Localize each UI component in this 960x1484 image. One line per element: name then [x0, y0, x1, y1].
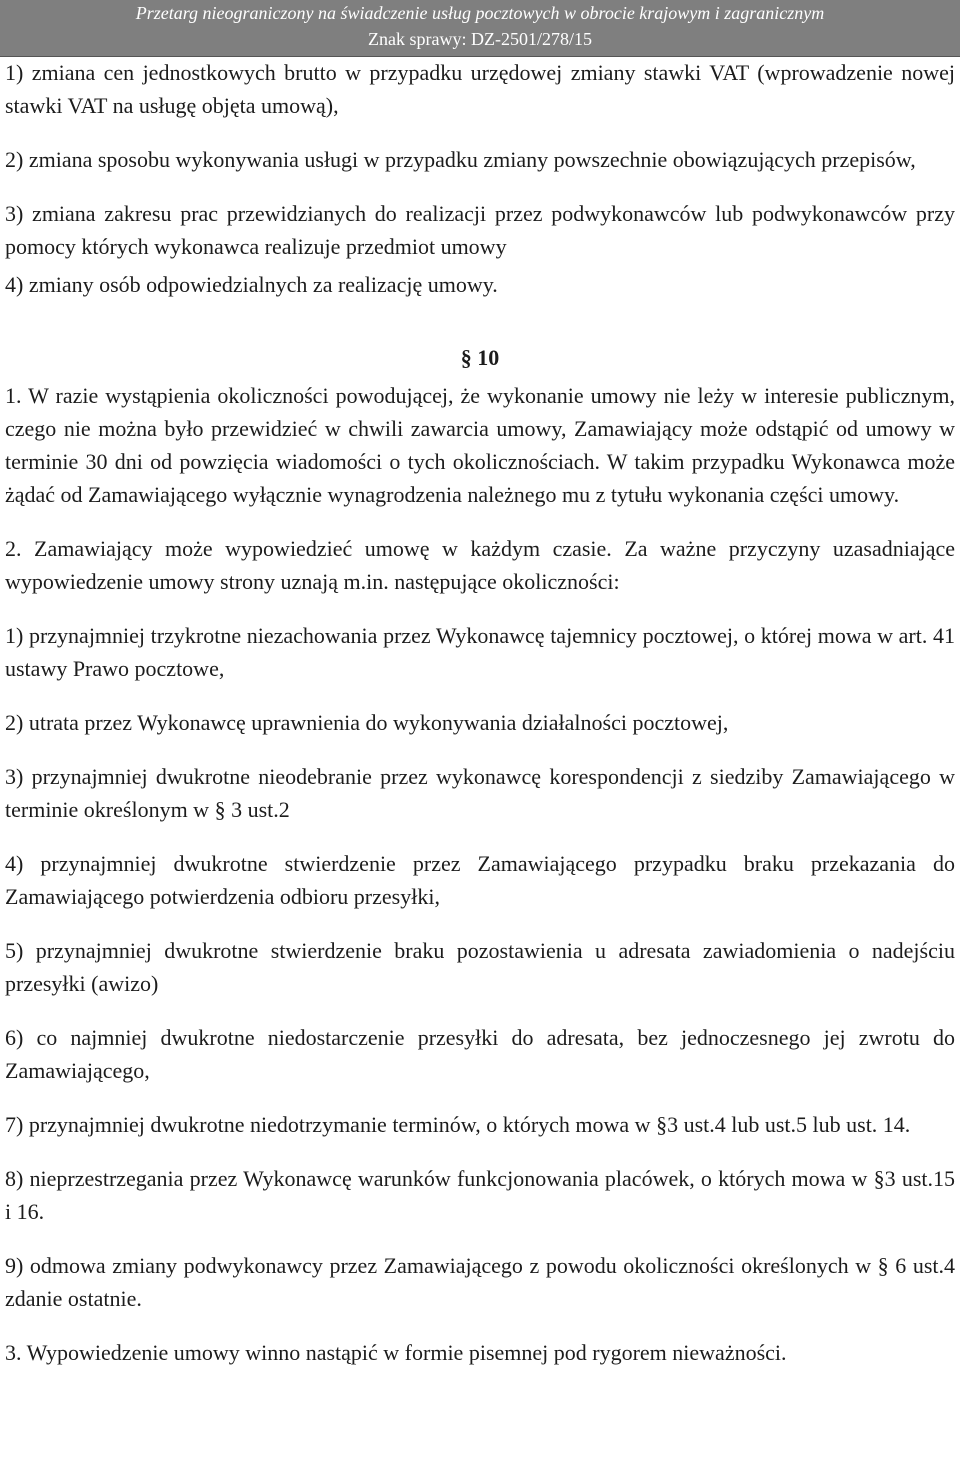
paragraph-point-3: 3. Wypowiedzenie umowy winno nastąpić w formie pisemnej pod rygorem nieważności. — [5, 1340, 787, 1365]
paragraph-point-2: 2. Zamawiający może wypowiedzieć umowę w każdym czasie. Za ważne przyczyny uzasadniające wypowiedzenie umowy strony uznają m.in. następujące okoliczności: — [5, 536, 955, 594]
page-header — [0, 0, 960, 57]
list-item: 2) utrata przez Wykonawcę uprawnienia do wykonywania działalności pocztowej, — [5, 710, 729, 735]
section-heading: § 10 — [460, 345, 500, 370]
list-item: 1) zmiana cen jednostkowych brutto w przypadku urzędowej zmiany stawki VAT (wprowadzenie nowej stawki VAT na usługę objęta umową), — [5, 60, 955, 118]
list-item: 7) przynajmniej dwukrotne niedotrzymanie terminów, o których mowa w §3 ust.4 lub ust.5 lub ust. 14. — [5, 1112, 911, 1137]
list-item: 1) przynajmniej trzykrotne niezachowania przez Wykonawcę tajemnicy pocztowej, o której mowa w art. 41 ustawy Prawo pocztowe, — [5, 623, 955, 681]
list-item: 5) przynajmniej dwukrotne stwierdzenie braku pozostawienia u adresata zawiadomienia o nadejściu przesyłki (awizo) — [5, 938, 955, 996]
list-item: 4) zmiany osób odpowiedzialnych za realizację umowy. — [5, 272, 498, 297]
header-title: Przetarg nieograniczony na świadczenie usług pocztowych w obrocie krajowym i zagranicznym — [135, 3, 825, 23]
list-item: 4) przynajmniej dwukrotne stwierdzenie przez Zamawiającego przypadku braku przekazania do Zamawiającego potwierdzenia odbioru przesyłki, — [5, 851, 955, 909]
list-item: 6) co najmniej dwukrotne niedostarczenie przesyłki do adresata, bez jednoczesnego jej zwrotu do Zamawiającego, — [5, 1025, 955, 1083]
paragraph-point-1: 1. W razie wystąpienia okoliczności powodującej, że wykonanie umowy nie leży w interesie publicznym, czego nie można było przewidzieć w chwili zawarcia umowy, Zamawiający może odstąpić od umowy w terminie 30 dni od powzięcia wiadomości o tych okolicznościach. W takim przypadku Wykonawca może żądać od Zamawiającego wyłącznie wynagrodzenia należnego mu z tytułu wykonania części umowy. — [5, 383, 955, 507]
header-case-number: Znak sprawy: DZ-2501/278/15 — [368, 29, 592, 49]
list-item: 2) zmiana sposobu wykonywania usługi w przypadku zmiany powszechnie obowiązujących przepisów, — [5, 147, 916, 172]
list-item: 9) odmowa zmiany podwykonawcy przez Zamawiającego z powodu okoliczności określonych w § 6 ust.4 zdanie ostatnie. — [5, 1253, 955, 1311]
document-body — [5, 56, 955, 1369]
list-item: 8) nieprzestrzegania przez Wykonawcę warunków funkcjonowania placówek, o których mowa w §3 ust.15 i 16. — [5, 1166, 955, 1224]
list-item: 3) zmiana zakresu prac przewidzianych do realizacji przez podwykonawców lub podwykonawców przy pomocy których wykonawca realizuje przedmiot umowy — [5, 201, 955, 259]
list-item: 3) przynajmniej dwukrotne nieodebranie przez wykonawcę korespondencji z siedziby Zamawiającego w terminie określonym w § 3 ust.2 — [5, 764, 955, 822]
